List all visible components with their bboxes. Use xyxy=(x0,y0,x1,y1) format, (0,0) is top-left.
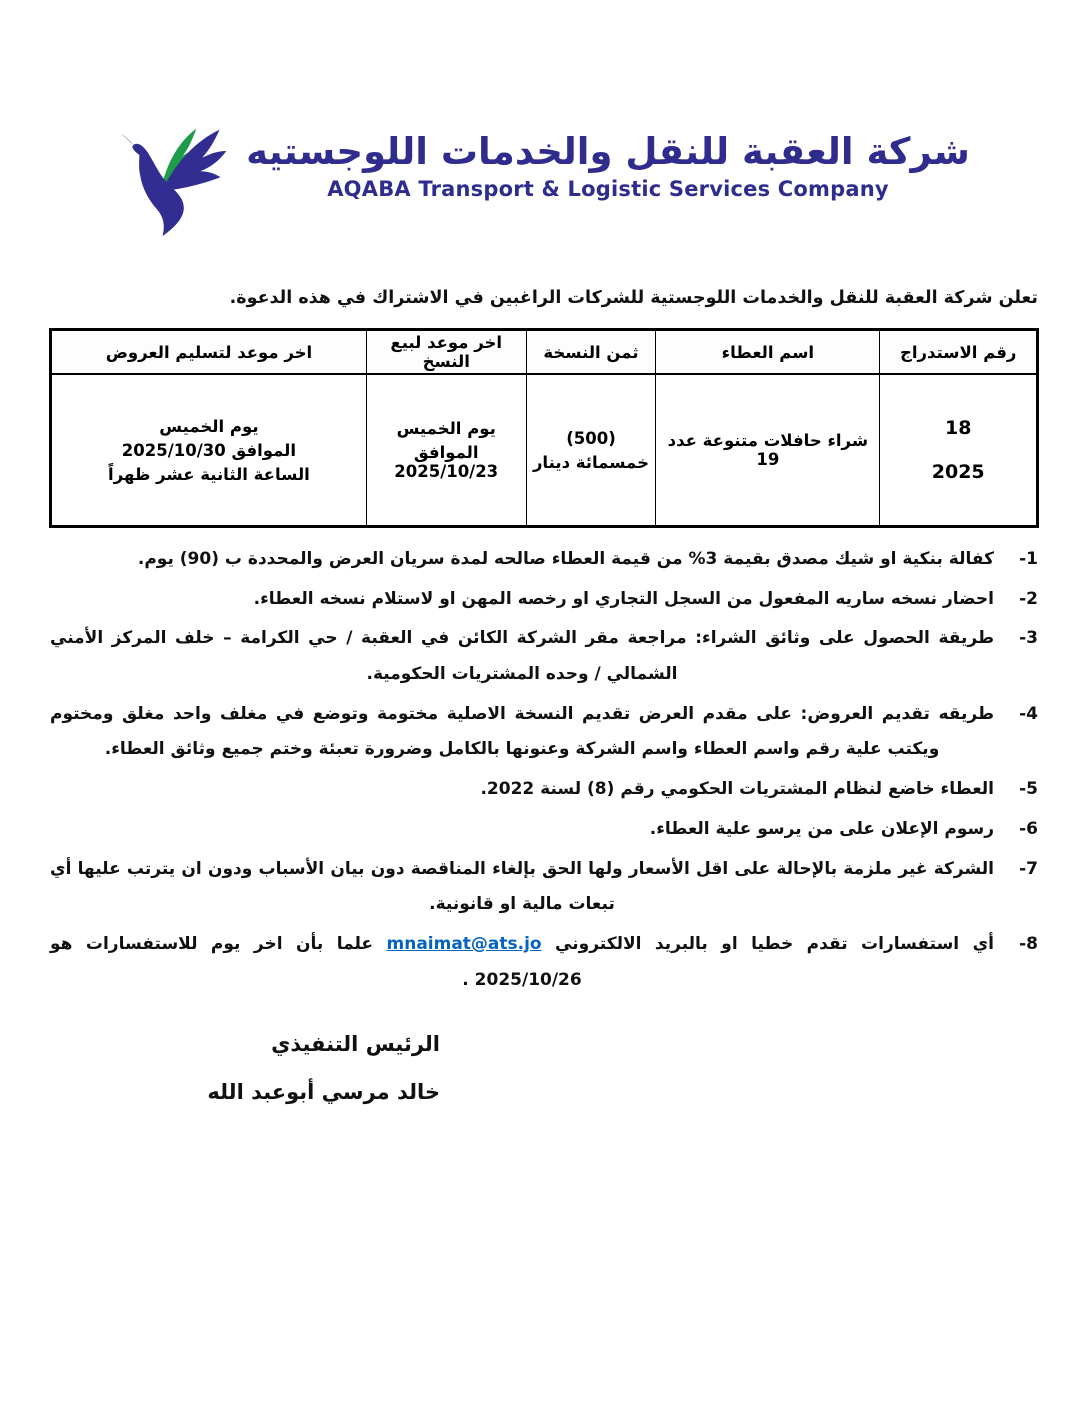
cell-copy-price xyxy=(526,374,656,527)
term-text xyxy=(50,927,994,998)
signature-block xyxy=(48,1032,440,1104)
logo-arabic-name: شركة العقبة للنقل والخدمات اللوجستيه xyxy=(246,130,970,173)
term-marker: 8- xyxy=(1019,933,1038,954)
header-tender-number: رقم الاستدراج xyxy=(880,330,1038,375)
term-item-6 xyxy=(50,812,1038,848)
header-submit-deadline: اخر موعد لتسليم العروض xyxy=(51,330,367,375)
term-8-after-link: علما بأن اخر يوم للاستفسارات هو 2025/10/26 . xyxy=(50,933,582,990)
company-logo xyxy=(0,0,1088,238)
terms-list xyxy=(50,542,1038,998)
sale-deadline-day: يوم الخميس xyxy=(396,419,496,438)
signer-name: خالد مرسي أبوعبد الله xyxy=(207,1080,440,1105)
term-marker: 7- xyxy=(1019,858,1038,879)
submit-deadline-date: الموافق 2025/10/30 xyxy=(121,440,297,460)
cell-tender-name xyxy=(656,374,880,527)
term-text: طريقة الحصول على وثائق الشراء: مراجعة مقر الشركة الكائن في العقبة / حي الكرامة – خلف المركز الأمني الشمالي / وحده المشتريات الحكومية. xyxy=(50,628,994,685)
term-marker: 1- xyxy=(1019,549,1038,569)
tender-name: شراء حافلات متنوعة عدد 19 xyxy=(667,431,869,469)
term-marker: 5- xyxy=(1019,779,1038,800)
term-text: الشركة غير ملزمة بالإحالة على اقل الأسعار ولها الحق بإلغاء المناقصة دون بيان الأسباب ودون ان يترتب عليها أي تبعات مالية او قانونية. xyxy=(50,858,994,915)
email-link[interactable]: mnaimat@ats.jo xyxy=(386,933,542,954)
term-marker: 4- xyxy=(1019,703,1038,724)
term-item-3 xyxy=(50,621,1038,692)
sale-deadline-date: الموافق 2025/10/23 xyxy=(394,443,499,481)
term-marker: 6- xyxy=(1019,818,1038,839)
term-item-1 xyxy=(50,542,1038,578)
submit-deadline-time: الساعة الثانية عشر ظهراً xyxy=(108,464,310,484)
term-marker: 2- xyxy=(1019,588,1038,609)
tender-number: 18 xyxy=(944,417,972,439)
header-tender-name: اسم العطاء xyxy=(656,330,880,375)
header-sale-deadline: اخر موعد لبيع النسخ xyxy=(366,330,526,375)
term-text: كفالة بنكية او شيك مصدق بقيمة 3% من قيمة العطاء صالحه لمدة سريان العرض والمحددة ب (90) يوم. xyxy=(137,549,994,569)
term-text: احضار نسخه ساريه المفعول من السجل التجاري او رخصه المهن او لاستلام نسخه العطاء. xyxy=(253,588,994,609)
tender-table-header-row xyxy=(51,330,1038,375)
cell-submit-deadline xyxy=(51,374,367,527)
term-item-7 xyxy=(50,852,1038,923)
header-copy-price: ثمن النسخة xyxy=(526,330,656,375)
term-item-2 xyxy=(50,582,1038,618)
announcement-intro: تعلن شركة العقبة للنقل والخدمات اللوجستية للشركات الراغبين في الاشتراك في هذه الدعوة. xyxy=(229,288,1038,308)
term-text: طريقه تقديم العروض: على مقدم العرض تقديم النسخة الاصلية مختومة وتوضع في مغلف واحد مغلق ومختوم ويكتب علية رقم واسم العطاء واسم الشركة وعنونها بالكامل وضرورة تعبئة وختم جميع وثائق العطاء. xyxy=(50,703,994,760)
copy-price-words: خمسمائة دينار xyxy=(532,452,649,472)
term-item-5 xyxy=(50,772,1038,808)
submit-deadline-day: يوم الخميس xyxy=(159,416,259,436)
term-item-4 xyxy=(50,697,1038,768)
cell-sale-deadline xyxy=(366,374,526,527)
eagle-logo-icon xyxy=(118,122,238,238)
term-text: العطاء خاضع لنظام المشتريات الحكومي رقم (8) لسنة 2022. xyxy=(480,779,994,800)
term-text: رسوم الإعلان على من يرسو علية العطاء. xyxy=(649,818,994,839)
term-8-before-link: أي استفسارات تقدم خطيا او بالبريد الالكتروني xyxy=(541,933,994,954)
term-item-8 xyxy=(50,927,1038,998)
logo-english-name: AQABA Transport & Logistic Services Company xyxy=(327,177,889,202)
tender-year: 2025 xyxy=(931,461,985,483)
tender-table-row xyxy=(51,374,1038,527)
tender-table xyxy=(49,328,1039,528)
copy-price-number: (500) xyxy=(566,428,616,448)
signer-title: الرئيس التنفيذي xyxy=(271,1032,440,1057)
cell-tender-number xyxy=(880,374,1038,527)
term-marker: 3- xyxy=(1019,628,1038,649)
